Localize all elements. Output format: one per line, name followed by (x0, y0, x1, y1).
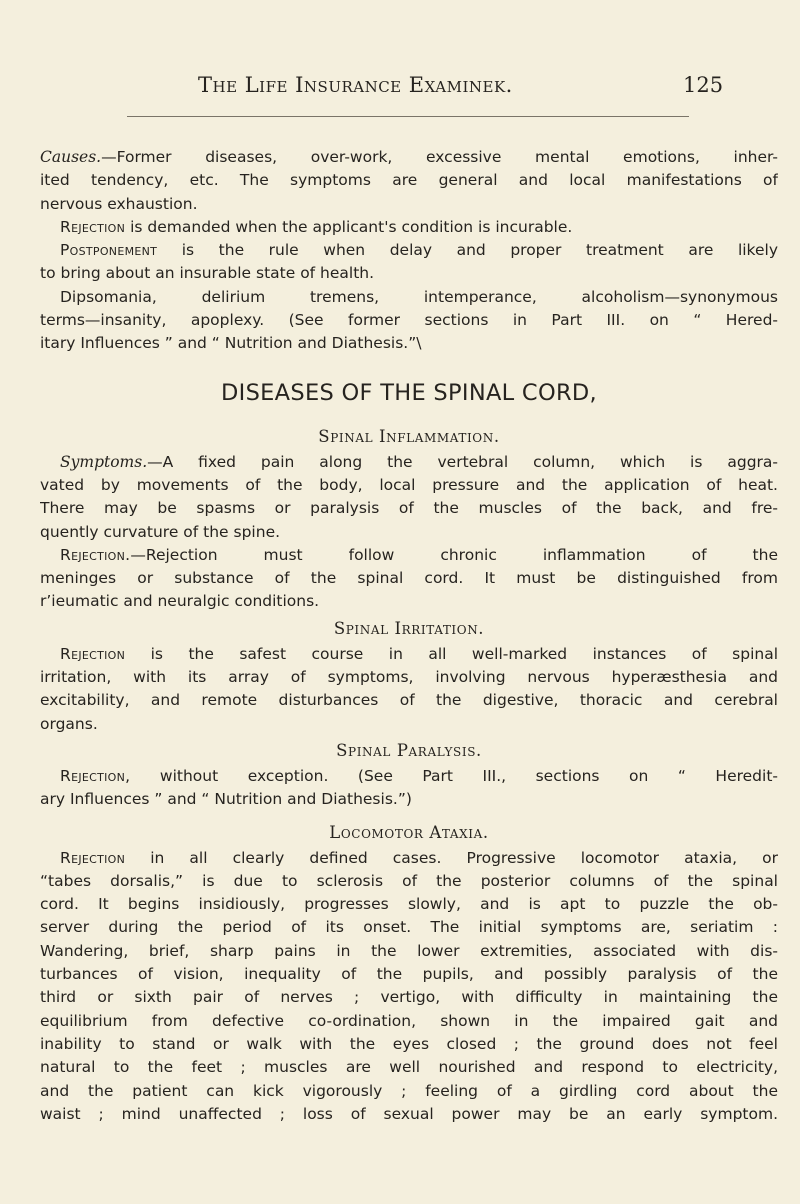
text-line: terms—insanity, apoplexy. (See former sections in Part III. on “ Hered- (40, 311, 778, 330)
text-line: Rejection in all clearly defined cases. Progressive locomotor ataxia, or (60, 848, 778, 867)
text-line: meninges or substance of the spinal cord. It must be distinguished from (40, 569, 778, 588)
rejection-label: Rejection (60, 848, 126, 867)
text-line: server during the period of its onset. The initial symptoms are, seriatim : (40, 918, 778, 937)
text-line: equilibrium from defective co-ordination, shown in the impaired gait and (40, 1011, 778, 1030)
header-rule (127, 116, 689, 117)
text-line: irritation, with its array of symptoms, involving nervous hyperæsthesia and (40, 668, 778, 687)
page-number: 125 (683, 73, 724, 97)
text-line: Symptoms.—A fixed pain along the vertebral column, which is aggra- (60, 452, 778, 471)
text-line: There may be spasms or paralysis of the muscles of the back, and fre- (40, 499, 778, 518)
text-line: Rejection.—Rejection must follow chronic inflammation of the (60, 545, 778, 564)
section-heading-locomotor-ataxia: Locomotor Ataxia. (329, 822, 489, 842)
text-line: excitability, and remote disturbances of the digestive, thoracic and cerebral (40, 691, 778, 710)
text-line: turbances of vision, inequality of the pupils, and possibly paralysis of the (40, 965, 778, 984)
text-line: and the patient can kick vigorously ; feeling of a girdling cord about the (40, 1081, 778, 1100)
section-heading-spinal-paralysis: Spinal Paralysis. (336, 740, 482, 760)
text-line: “tabes dorsalis,” is due to sclerosis of the posterior columns of the spinal (40, 871, 778, 890)
text-line: organs. (40, 714, 98, 733)
text-line: waist ; mind unaffected ; loss of sexual power may be an early symptom. (40, 1104, 778, 1123)
text-column (40, 146, 778, 1126)
text-line: Postponement is the rule when delay and proper treatment are likely (60, 241, 778, 260)
text-line: Rejection is the safest course in all well-marked instances of spinal (60, 644, 778, 663)
text-line: nervous exhaustion. (40, 194, 198, 213)
text-line: to bring about an insurable state of health. (40, 264, 375, 283)
text-line: Rejection, without exception. (See Part III., sections on “ Heredit- (60, 766, 778, 785)
running-title: The Life Insurance Examinek. (198, 73, 513, 97)
text-line: natural to the feet ; muscles are well nourished and respond to electricity, (40, 1058, 778, 1077)
section-heading-spinal-inflammation: Spinal Inflammation. (318, 426, 500, 446)
chapter-heading: DISEASES OF THE SPINAL CORD, (221, 379, 597, 406)
text-line: vated by movements of the body, local pressure and the application of heat. (40, 475, 778, 494)
rejection-label: Rejection. (60, 545, 131, 564)
causes-label: Causes. (40, 148, 102, 166)
text-line: ited tendency, etc. The symptoms are general and local manifestations of (40, 171, 778, 190)
rejection-label: Rejection (60, 644, 126, 663)
text-line: inability to stand or walk with the eyes closed ; the ground does not feel (40, 1034, 778, 1053)
text-line: third or sixth pair of nerves ; vertigo, with difficulty in maintaining the (40, 988, 778, 1007)
text-line: itary Influences ” and “ Nutrition and Diathesis.”\ (40, 334, 422, 353)
text-line: quently curvature of the spine. (40, 522, 281, 541)
rejection-label: Rejection (60, 217, 126, 236)
text-line: Causes.—Former diseases, over-work, excessive mental emotions, inher- (40, 148, 778, 166)
text-line: r’ieumatic and neuralgic conditions. (40, 592, 320, 611)
rejection-label: Rejection, (60, 766, 131, 785)
text-line: cord. It begins insidiously, progresses slowly, and is apt to puzzle the ob- (40, 895, 778, 914)
section-heading-spinal-irritation: Spinal Irritation. (333, 618, 485, 638)
symptoms-label: Symptoms. (60, 452, 148, 471)
text-line: Wandering, brief, sharp pains in the lower extremities, associated with dis- (40, 941, 778, 960)
text-line: Dipsomania, delirium tremens, intemperance, alcoholism—synonymous (60, 287, 778, 306)
postponement-label: Postponement (60, 241, 158, 260)
text-line: Rejection is demanded when the applicant's condition is incurable. (60, 217, 573, 236)
text-line: ary Influences ” and “ Nutrition and Diathesis.”) (40, 790, 412, 809)
